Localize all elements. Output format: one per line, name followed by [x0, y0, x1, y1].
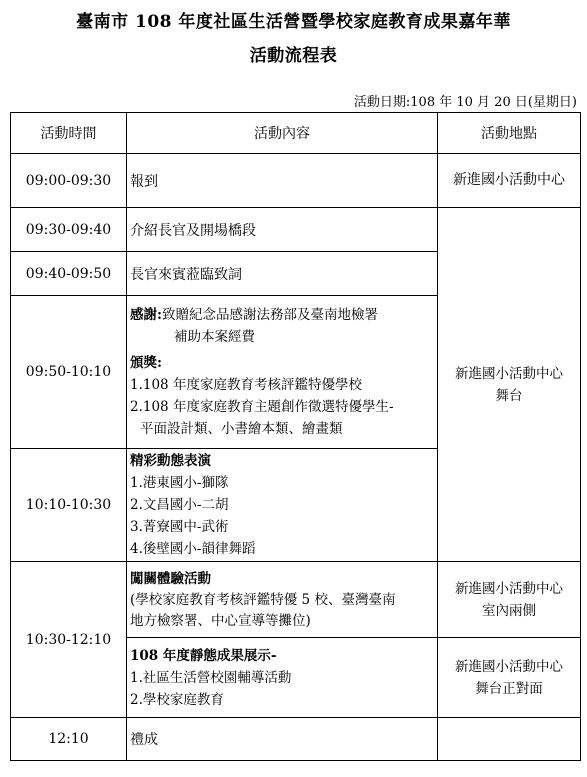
- time-cell: 09:50-10:10: [11, 296, 127, 449]
- performance-title: 精彩動態表演: [130, 453, 211, 469]
- page-title: 臺南市 108 年度社區生活營暨學校家庭教育成果嘉年華: [76, 12, 511, 32]
- activity-cell: 介紹長官及開場橋段: [127, 208, 438, 252]
- schedule-table: [10, 112, 581, 761]
- list-item: 1.社區生活營校園輔導活動: [130, 669, 292, 686]
- venue-line: 新進國小活動中心: [455, 365, 563, 382]
- venue-cell-merged: [438, 208, 581, 562]
- list-item: 1.港東國小-獅隊: [130, 475, 229, 491]
- time-cell: 10:10-10:30: [11, 449, 127, 562]
- activity-note: (學校家庭教育考核評鑑特優 5 校、臺灣臺南: [130, 591, 396, 608]
- time-cell: 09:00-09:30: [11, 154, 127, 208]
- venue-line: 舞台正對面: [475, 680, 543, 697]
- award-item: 2.108 年度家庭教育主題創作徵選特優學生-: [130, 399, 394, 415]
- venue-line: 新進國小活動中心: [455, 580, 563, 597]
- venue-line: 新進國小活動中心: [455, 658, 563, 675]
- activity-cell: 禮成: [127, 718, 438, 761]
- activity-note-cont: 地方檢察署、中心宣導等攤位): [130, 612, 311, 629]
- time-cell: 10:30-12:10: [11, 562, 127, 718]
- activity-title: 闖關體驗活動: [130, 570, 211, 587]
- column-header-content: 活動內容: [127, 113, 438, 154]
- activity-cell: [127, 449, 438, 562]
- table-row: [11, 718, 581, 761]
- table-row: [11, 562, 581, 638]
- column-header-venue: 活動地點: [438, 113, 581, 154]
- thanks-text: 致贈紀念品感謝法務部及臺南地檢署: [161, 307, 378, 323]
- activity-cell: [127, 562, 438, 638]
- page-subtitle: 活動流程表: [249, 46, 338, 66]
- venue-cell: 新進國小活動中心: [438, 154, 581, 208]
- event-date: 活動日期:108 年 10 月 20 日(星期日): [353, 95, 577, 110]
- table-header-row: [11, 113, 581, 154]
- table-row: [11, 208, 581, 252]
- list-item: 3.菁寮國中-武術: [130, 519, 229, 535]
- time-cell: 09:40-09:50: [11, 252, 127, 296]
- time-cell: 12:10: [11, 718, 127, 761]
- venue-cell: [438, 562, 581, 638]
- time-cell: 09:30-09:40: [11, 208, 127, 252]
- award-item: 1.108 年度家庭教育考核評鑑特優學校: [130, 377, 362, 393]
- venue-line: 室內兩側: [482, 602, 536, 619]
- activity-cell: [127, 296, 438, 449]
- table-row: [11, 154, 581, 208]
- venue-line: 舞台: [495, 387, 523, 404]
- thanks-text-cont: 補助本案經費: [174, 329, 255, 345]
- thanks-label: 感謝:: [130, 307, 162, 323]
- award-label: 頒獎:: [130, 355, 162, 371]
- activity-cell: 報到: [127, 154, 438, 208]
- column-header-time: 活動時間: [11, 113, 127, 154]
- list-item: 2.文昌國小-二胡: [130, 497, 229, 513]
- venue-cell-empty: [438, 718, 581, 761]
- award-item-cont: 平面設計類、小書繪本類、繪畫類: [140, 421, 343, 437]
- venue-cell: [438, 638, 581, 718]
- list-item: 2.學校家庭教育: [130, 691, 224, 708]
- activity-cell: [127, 638, 438, 718]
- activity-cell: 長官來賓蒞臨致詞: [127, 252, 438, 296]
- list-item: 4.後壁國小-韻律舞蹈: [130, 541, 256, 557]
- exhibit-title: 108 年度靜態成果展示-: [130, 647, 277, 664]
